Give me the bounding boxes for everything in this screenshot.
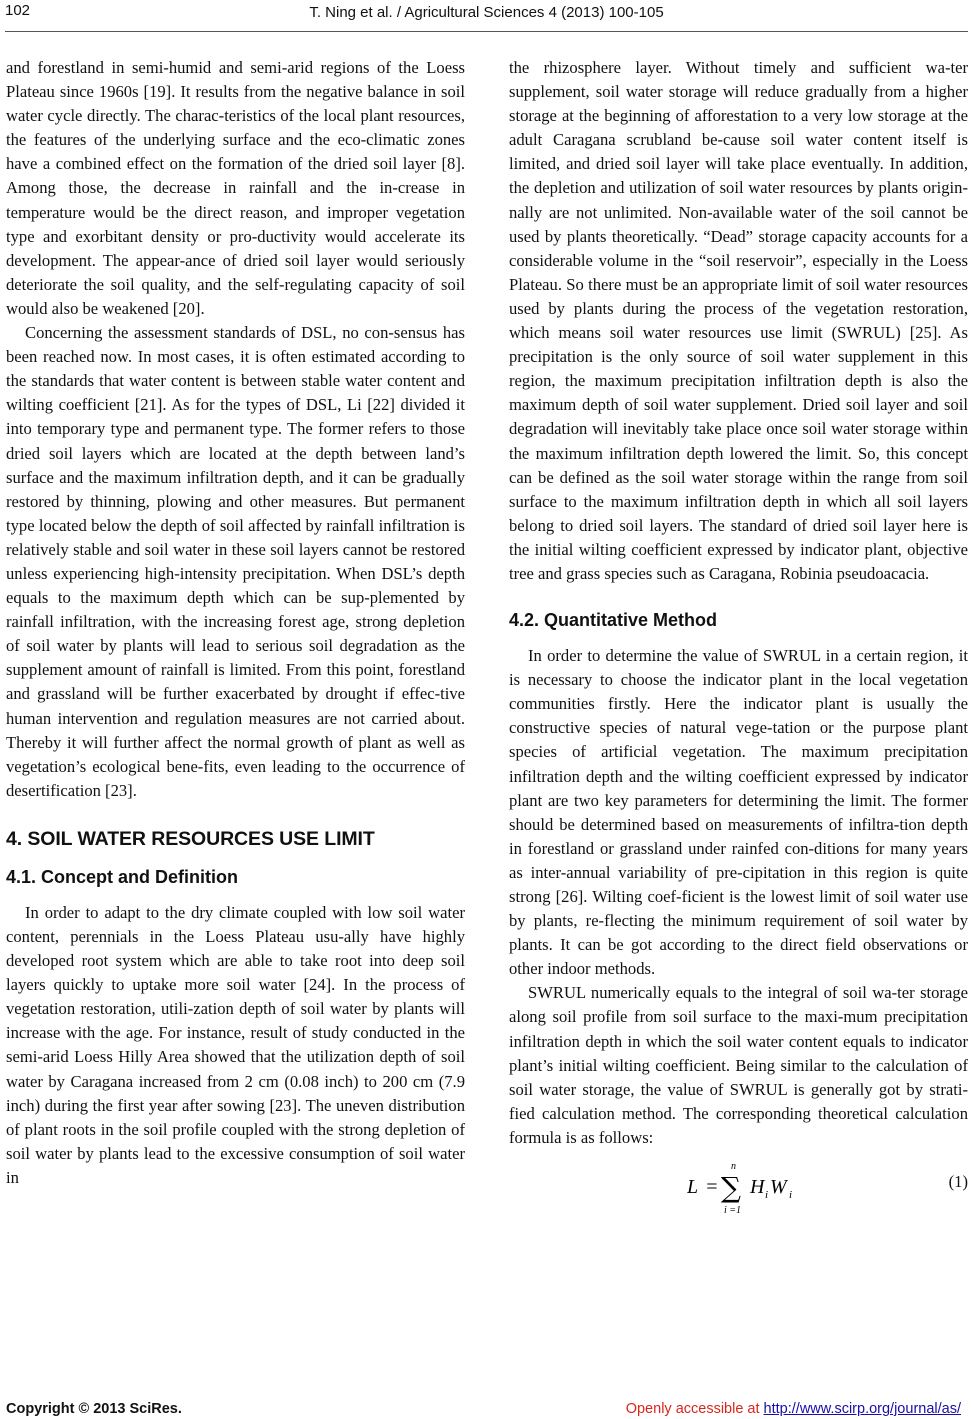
sum-upper-limit: n <box>731 1161 736 1173</box>
paragraph: and forestland in semi-humid and semi-arid regions of the Loess Plateau since 1960s [19]. It results from the negative balance in soil water cycle directly. The charac-teristics of the local plant resources, the features of the underlying surface and the eco-climatic zones have a combined effect on the formation of the dried soil layer [8]. Among those, the decrease in rainfall and the in-crease in temperature would be the direct reason, and improper vegetation type and exorbitant density or pro-ductivity would accelerate its development. The appear-ance of dried soil layer would seriously deteriorate the soil quality, and the self-regulating capacity of soil would also be weakened [20]. <box>6 58 465 318</box>
paragraph: In order to adapt to the dry climate coupled with low soil water content, perennials in the Loess Plateau usu-ally have highly developed root system which are able to take root into deep soil layers quickly to uptake more soil water [24]. In the process of vegetation restoration, utili-zation depth of soil water by plants will increase with the age. For instance, result of study conducted in the semi-arid Loess Hilly Area showed that the utilization depth of soil water by Caragana increased from 2 cm (0.08 inch) to 200 cm (7.9 inch) during the first year after sowing [23]. The uneven distribution of plant roots in the soil profile coupled with the strong depletion of soil water by plants lead to the excessive consumption of soil water in <box>6 902 465 1187</box>
left-column <box>6 56 465 1190</box>
copyright-notice: Copyright © 2013 SciRes. <box>6 1401 182 1417</box>
open-access-label: Openly accessible at <box>625 1401 764 1417</box>
sigma-symbol: ∑ <box>721 1171 741 1205</box>
formula-h: H <box>750 1176 765 1199</box>
subscript-i: i <box>789 1189 793 1202</box>
sum-lower-limit: i =1 <box>724 1205 742 1217</box>
header-rule <box>5 31 968 32</box>
page-header <box>0 0 973 30</box>
formula-w: W <box>770 1176 787 1199</box>
journal-link[interactable]: http://www.scirp.org/journal/as/ <box>763 1401 961 1417</box>
page-footer <box>0 1395 973 1419</box>
summation-formula <box>687 1158 817 1216</box>
right-column <box>509 56 968 1216</box>
formula-lhs: L <box>687 1176 699 1199</box>
paragraph: SWRUL numerically equals to the integral of soil wa-ter storage along soil profile from soil surface to the maxi-mum precipitation infiltration depth in which the soil water content equals to indicator plant’s initial wilting coefficient. Being similar to the calculation of soil water storage, the value of SWRUL is generally got by strati-fied calculation method. The corresponding theoretical calculation formula is as follows: <box>509 983 968 1147</box>
subscript-i: i <box>765 1189 769 1202</box>
equation-number: (1) <box>948 1172 968 1192</box>
paragraph: the rhizosphere layer. Without timely and sufficient wa-ter supplement, soil water storage will reduce gradually from a higher storage at the beginning of afforestation to a very low storage at the adult Caragana scrubland be-cause soil water content itself is limited, and dried soil layer will take place eventually. In addition, the depletion and utilization of soil water resources by plants origin-nally are not unlimited. Non-available water of the soil cannot be used by plants theoretically. “Dead” storage capacity accounts for a considerable volume in the “soil reservoir”, especially in the Loess Plateau. So there must be an appropriate limit of soil water resources used by plants during the process of the vegetation restoration, which means soil water resources use limit (SWRUL) [25]. As precipitation is the only source of soil water supplement in this region, the maximum precipitation infiltration depth is also the maximum depth of soil water supplement. Dried soil layer and soil degradation will inevitably take place once soil water storage within the maximum infiltration depth lowered the limit. So, this concept can be defined as the soil water storage within the range from soil surface to the maximum infiltration depth in which all soil layers belong to dried soil layers. The standard of dried soil layer here is the initial wilting coefficient expressed by indicator plant, objective tree and grass species such as Caragana, Robinia pseudoacacia. <box>509 58 968 583</box>
paragraph: In order to determine the value of SWRUL in a certain region, it is necessary to choose the indicator plant in the local vegetation communities firstly. Here the indicator plant is usually the constructive species of natural vege-tation or the purpose plant species of artificial vegetation. The maximum precipitation infiltration depth and the wilting coefficient expressed by indicator plant are two key parameters for determining the limit. The former should be determined based on measurements of infiltra-tion depth in forestland or grassland under rainfed con-ditions for many years as inter-annual variability of pre-cipitation in this region is quite strong [26]. Wilting coef-ficient is the lowest limit of soil water use by plants, re-flecting the minimum requirement of soil water by plants. It can be got according to the direct field observations or other indoor methods. <box>509 646 968 979</box>
running-head: T. Ning et al. / Agricultural Sciences 4 (2013) 100-105 <box>309 4 664 21</box>
equation <box>509 1156 968 1216</box>
section-heading: 4. SOIL WATER RESOURCES USE LIMIT <box>6 827 375 850</box>
page-number: 102 <box>5 2 31 19</box>
subsection-heading: 4.1. Concept and Definition <box>6 866 239 887</box>
subsection-heading: 4.2. Quantitative Method <box>509 610 718 631</box>
formula-equals: = <box>705 1176 719 1199</box>
paragraph: Concerning the assessment standards of DSL, no con-sensus has been reached now. In most cases, it is often estimated according to the standards that water content is between stable water content and wilting coefficient [21]. As for the types of DSL, Li [22] divided it into temporary type and permanent type. The former refers to those dried soil layers which are located at the depth between land’s surface and the maximum infiltration depth, and it can be gradually restored by thinning, plowing and other measures. But permanent type located below the depth of soil affected by rainfall infiltration is relatively stable and soil water in these soil layers cannot be restored unless experiencing high-intensity precipitation. When DSL’s depth equals to the maximum depth which can be sup-plemented by rainfall infiltration, with the increasing forest age, strong depletion of soil water by plants will lead to serious soil degradation as the supplement amount of rainfall is limited. From this point, forestland and grassland will be further exacerbated by drought if effec-tive human intervention and regulation measures are not carried about. Thereby it will further affect the normal growth of plant as well as vegetation’s ecological bene-fits, even leading to the occurrence of desertification [23]. <box>6 323 465 800</box>
open-access-notice <box>626 1401 961 1417</box>
